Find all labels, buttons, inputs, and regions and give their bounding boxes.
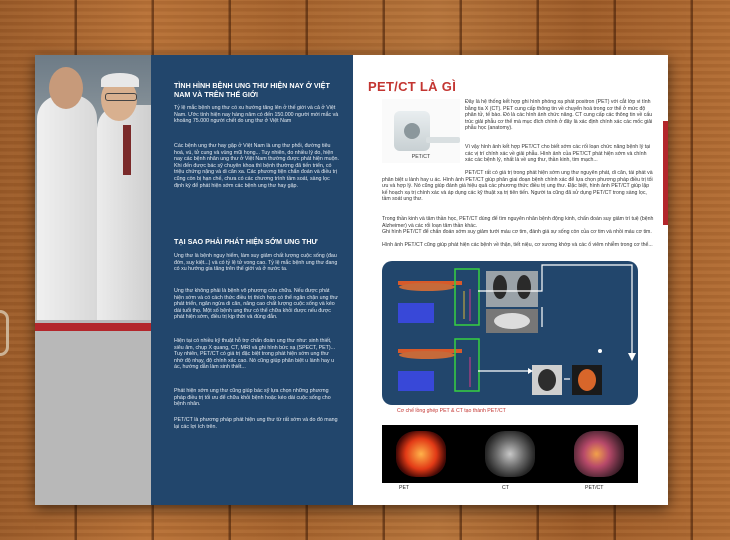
arrow-head	[628, 353, 636, 361]
diagram-caption: Cơ chế lồng ghép PET & CT tạo thành PET/CT	[397, 408, 506, 414]
scanner-bore	[404, 123, 420, 139]
scan-label-ct: CT	[502, 485, 509, 491]
paragraph: Vì vậy hình ảnh kết hợp PET/CT cho biết sớm các rối loạn chức năng bệnh lý tại các vị trí chính xác về giải phẫu. Hình ảnh của PET/CT phát hiện sớm và chính xác các bệnh lý, nhất là về ung thư, thần kinh, tim mạch...	[465, 144, 651, 163]
marker	[598, 349, 602, 353]
left-page	[35, 55, 353, 505]
patient-body	[399, 351, 455, 359]
fused-body	[578, 369, 596, 391]
data-panel	[398, 303, 434, 323]
section-heading: TẠI SAO PHẢI PHÁT HIỆN SỚM UNG THƯ	[174, 237, 318, 246]
paragraph: Tỷ lệ mắc bệnh ung thư có xu hướng tăng lên ở thế giới và cả ở Việt Nam. Ước tính hiện nay hàng năm có đến 150.000 người mới mắc và khoảng 75.000 người chết do ung thư ở Việt Nam	[174, 105, 339, 125]
pet-ct-fusion-diagram	[382, 261, 638, 405]
patient-body	[399, 283, 455, 291]
scan-comparison-strip	[382, 425, 638, 483]
scan-label-petct: PET/CT	[585, 485, 604, 491]
page-title: PET/CT LÀ GÌ	[368, 79, 457, 94]
paragraph: Phát hiện sớm ung thư cũng giúp bác sỹ lựa chọn những phương pháp điều trị tối ưu để chữa khỏi bệnh hoặc kéo dài cuộc sống cho bệnh nhân.	[174, 388, 331, 408]
petct-scan-image	[574, 431, 624, 477]
gantry-frame	[455, 269, 479, 325]
red-accent-bar	[35, 323, 151, 331]
brochure-spread	[35, 55, 668, 505]
lung-shadow	[493, 275, 507, 299]
left-text-column	[151, 55, 353, 505]
ct-scan-image	[485, 431, 535, 477]
paragraph: Các bệnh ung thư hay gặp ở Việt Nam là ung thư phổi, đường tiêu hoá, vú, tử cung và vùng mũi họng... Tuy nhiên, do nhiều lý do, hiện nay các bệnh nhân ung thư ở Việt Nam thường được phát hiện muộn. Khi đến được bác sỹ chuyên khoa thì bệnh thường đã tiến triển, có triệu chứng nặng và di căn xa. Các phương tiện chẩn đoán và điều trị cũng còn bị hạn chế, chưa có các chương trình tầm soát, sàng lọc định kỳ để phát hiện sớm các bệnh ung thư hay gặp.	[174, 143, 339, 189]
background-decoration	[0, 310, 9, 356]
tie	[123, 125, 131, 175]
right-page	[353, 55, 668, 505]
glasses-icon	[105, 93, 137, 101]
doctors-photo	[35, 55, 151, 320]
scan-label-pet: PET	[399, 485, 410, 491]
photo-footer-panel	[35, 331, 151, 505]
section-heading: TÌNH HÌNH BỆNH UNG THƯ HIỆN NAY Ở VIỆT NAM VÀ TRÊN THẾ GIỚI	[174, 81, 330, 99]
scanner-image	[382, 99, 460, 163]
paragraph: Ung thư không phải là bệnh vô phương cứu chữa. Nếu được phát hiện sớm và có cách thức điều trị thích hợp có thể ngăn chặn ung thư phát triển, ngăn ngừa di căn, nâng cao chất lượng cuộc sống và kéo dài tuổi thọ. Một số bệnh ung thư có thể chữa khỏi được nếu được phát hiện sớm, điều trị kịp thời và đúng đắn.	[174, 288, 338, 321]
pet-scan-image	[396, 431, 446, 477]
paragraph: Ung thư là bệnh nguy hiểm, làm suy giảm chất lượng cuộc sống (đau đớn, suy kiệt...) và có tỷ lệ tử vong cao. Tỷ lệ mắc bệnh ung thư đang có xu hướng gia tăng trên thế giới và ở nước ta.	[174, 253, 338, 273]
paragraph: Hình ảnh PET/CT cũng giúp phát hiện các bệnh về thận, tiết niệu, cơ xương khớp và các ổ viêm nhiễm trong cơ thể...	[382, 242, 653, 248]
paragraph: PET/CT rất có giá trị trong phát hiện sớm ung thư nguyên phát, di căn, tái phát và phân biệt u lành hay u ác. Hình ảnh PET/CT giúp phân giai đoạn bệnh chính xác để lựa chọn phương pháp điều trị tối ưu và hợp lý. Nó cũng giúp đánh giá hiệu quả các phương thức điều trị ung thư. Đặc biệt, hình ảnh PET/CT giúp lập kế hoạch xạ trị chính xác và áp dụng các kỹ thuật xạ trị tiên tiến. Người ta cũng đã sử dụng PET/CT trong sàng lọc, tầm soát ung thư.	[382, 170, 653, 202]
pet-body	[538, 369, 556, 391]
paragraph: PET/CT là phương pháp phát hiện ung thư từ rất sớm và do đó mang lại các lợi ích trên.	[174, 417, 338, 430]
paragraph: Ghi hình PET/CT để chẩn đoán sớm suy giảm tưới máu cơ tim, đánh giá sự sống còn của cơ tim và nhồi máu cơ tim.	[382, 229, 652, 235]
photo-column	[35, 55, 151, 505]
scanner-bed	[426, 137, 460, 143]
doctor-head	[49, 67, 83, 109]
fusion-diagram-graphic	[382, 261, 638, 405]
lung-shadow	[517, 275, 531, 299]
paragraph: Đây là hệ thống kết hợp ghi hình phóng xạ phát positron (PET) với cắt lớp vi tính bằng tia X (CT). PET cung cấp thông tin về chuyển hoá trong cơ thể ở mức độ phân tử, tế bào. Đó là các hình ảnh chức năng. CT cung cấp các thông tin về cấu trúc giải phẫu cơ thể mà mục đích chính ở đây là xác định chính xác các mốc giải phẫu học (anatomy).	[465, 99, 653, 131]
doctor-figure	[37, 95, 97, 320]
scanner-caption: PET/CT	[411, 154, 431, 160]
paragraph: Hiện tại có nhiều kỹ thuật hỗ trợ chẩn đoán ung thư như: sinh thiết, siêu âm, chụp X quang, CT, MRI và ghi hình bức xạ (SPECT, PET)... Tuy nhiên, PET/CT có giá trị đặc biệt trong phát hiện sớm ung thư nhờ độ nhạy, độ chính xác cao. Nó cũng giúp phân biệt u lành hay u ác, hướng dẫn làm sinh thiết...	[174, 338, 336, 371]
gantry-frame	[455, 339, 479, 391]
ct-slice	[494, 313, 530, 329]
red-edge-tab	[663, 121, 668, 225]
paragraph: Trong thần kinh và tâm thần học, PET/CT dùng để tìm nguyên nhân bệnh động kinh, chẩn đoán suy giảm trí tuệ (bệnh Alzheimer) và các rối loạn tâm thần khác.	[382, 216, 654, 229]
doctor-hair	[101, 73, 139, 87]
data-panel	[398, 371, 434, 391]
